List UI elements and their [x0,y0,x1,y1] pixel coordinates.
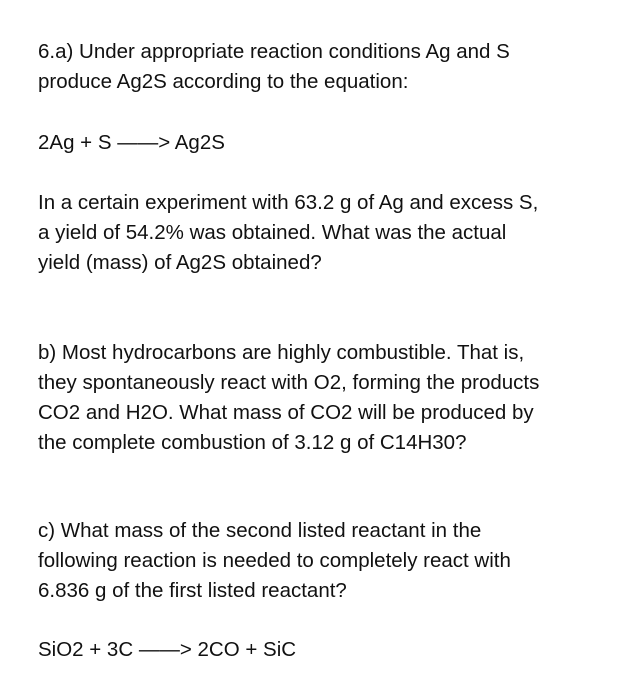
question-a-line-3: In a certain experiment with 63.2 g of Ag and excess S, [38,191,539,214]
question-a-line-1: 6.a) Under appropriate reaction conditions Ag and S [38,40,510,63]
question-a-line-4: a yield of 54.2% was obtained. What was the actual [38,221,507,244]
question-c-line-1: c) What mass of the second listed reactant in the [38,519,482,542]
question-b-line-3: CO2 and H2O. What mass of CO2 will be produced by [38,401,534,424]
question-a-line-2: produce Ag2S according to the equation: [38,70,409,93]
question-b-line-2: they spontaneously react with O2, forming the products [38,371,540,394]
question-c-equation: SiO2 + 3C ——> 2CO + SiC [38,638,297,661]
question-a-equation: 2Ag + S ——> Ag2S [38,131,225,154]
question-a-line-5: yield (mass) of Ag2S obtained? [38,251,322,274]
question-b-line-4: the complete combustion of 3.12 g of C14H30? [38,431,467,454]
question-c-line-2: following reaction is needed to completely react with [38,549,511,572]
question-b-line-1: b) Most hydrocarbons are highly combustible. That is, [38,341,525,364]
question-c-line-3: 6.836 g of the first listed reactant? [38,579,347,602]
